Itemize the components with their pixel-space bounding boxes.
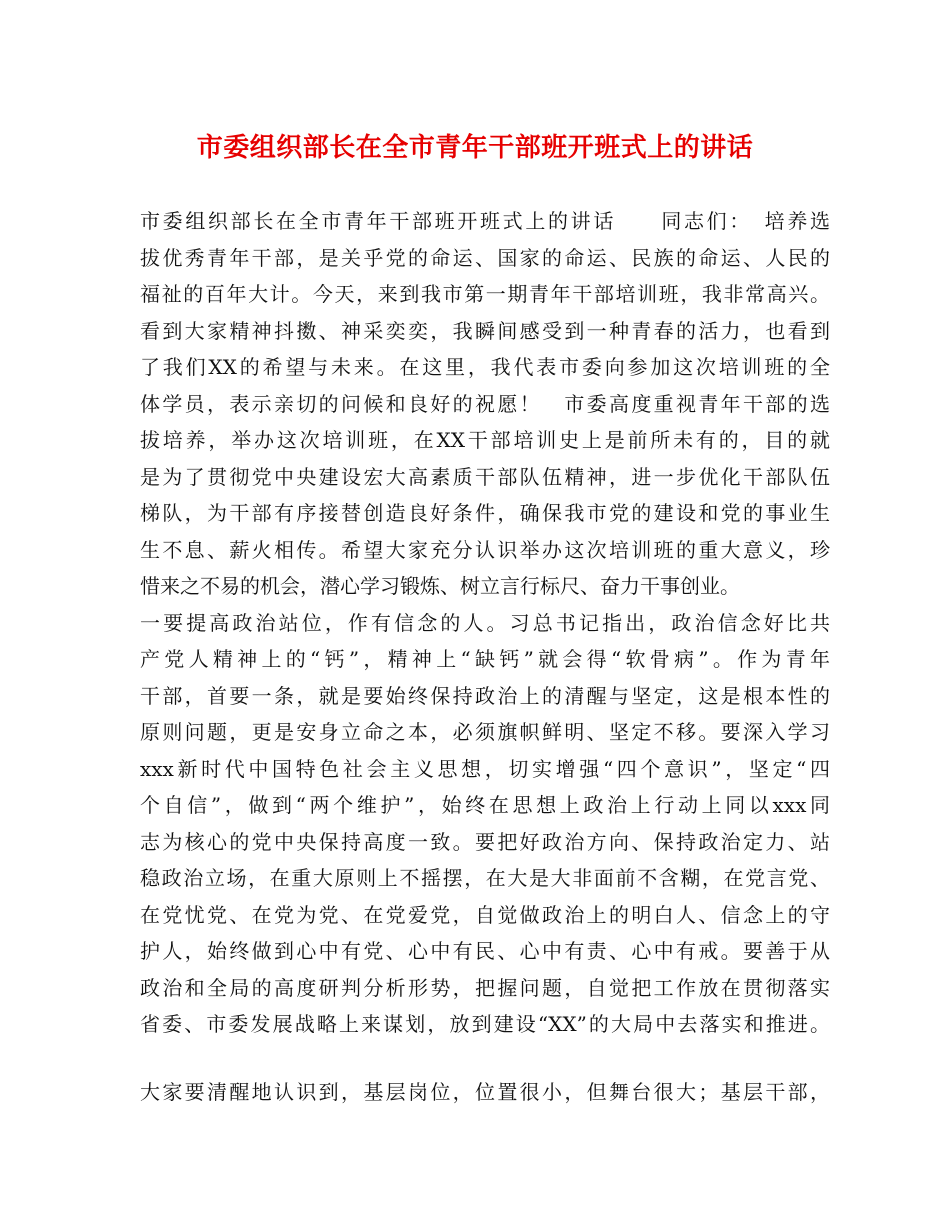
document-body xyxy=(140,203,830,1110)
body-line: 福祉的百年大计。今天，来到我市第一期青年干部培训班，我非常高兴。 xyxy=(140,282,830,306)
body-line: 是为了贯彻党中央建设宏大高素质干部队伍精神，进一步优化干部队伍 xyxy=(140,464,830,489)
body-line: 拔培养，举办这次培训班，在XX干部培训史上是前所未有的，目的就 xyxy=(140,428,830,452)
body-line: 惜来之不易的机会，潜心学习锻炼、树立言行标尺、奋力干事创业。 xyxy=(140,574,740,598)
body-line: 干部，首要一条，就是要始终保持政治上的清醒与坚定，这是根本性的 xyxy=(140,683,830,708)
body-line: 原则问题，更是安身立命之本，必须旗帜鲜明、坚定不移。要深入学习 xyxy=(140,720,830,744)
body-line: 体学员，表示亲切的问候和良好的祝愿！ 市委高度重视青年干部的选 xyxy=(140,391,830,416)
body-line: 拔优秀青年干部，是关乎党的命运、国家的命运、民族的命运、人民的 xyxy=(140,245,830,270)
body-line: 产党人精神上的“钙”，精神上“缺钙”就会得“软骨病”。作为青年 xyxy=(140,647,830,671)
paragraph-gap xyxy=(140,1043,830,1074)
body-line: 生不息、薪火相传。希望大家充分认识举办这次培训班的重大意义，珍 xyxy=(140,537,830,562)
body-line: 志为核心的党中央保持高度一致。要把好政治方向、保持政治定力、站 xyxy=(140,829,830,854)
body-line: xxx新时代中国特色社会主义思想，切实增强“四个意识”，坚定“四 xyxy=(140,756,830,781)
body-line: 稳政治立场，在重大原则上不摇摆，在大是大非面前不含糊，在党言党、 xyxy=(140,866,830,890)
body-line: 大家要清醒地认识到，基层岗位，位置很小，但舞台很大；基层干部， xyxy=(140,1079,830,1104)
body-line: 护人，始终做到心中有党、心中有民、心中有责、心中有戒。要善于从 xyxy=(140,939,830,963)
body-line: 在党忧党、在党为党、在党爱党，自觉做政治上的明白人、信念上的守 xyxy=(140,902,830,927)
document-title: 市委组织部长在全市青年干部班开班式上的讲话 xyxy=(196,133,754,163)
body-line: 梯队，为干部有序接替创造良好条件，确保我市党的建设和党的事业生 xyxy=(140,501,830,525)
body-line: 看到大家精神抖擞、神采奕奕，我瞬间感受到一种青春的活力，也看到 xyxy=(140,318,830,343)
body-line: 市委组织部长在全市青年干部班开班式上的讲话 同志们： 培养选 xyxy=(140,209,830,233)
body-line: 个自信”，做到“两个维护”，始终在思想上政治上行动上同以xxx同 xyxy=(140,793,830,817)
body-line: 一要提高政治站位，作有信念的人。习总书记指出，政治信念好比共 xyxy=(140,610,830,635)
body-line: 政治和全局的高度研判分析形势，把握问题，自觉把工作放在贯彻落实 xyxy=(140,975,830,1000)
body-line: 了我们XX的希望与未来。在这里，我代表市委向参加这次培训班的全 xyxy=(140,355,830,379)
body-line: 省委、市委发展战略上来谋划，放到建设“XX”的大局中去落实和推进。 xyxy=(140,1012,830,1036)
